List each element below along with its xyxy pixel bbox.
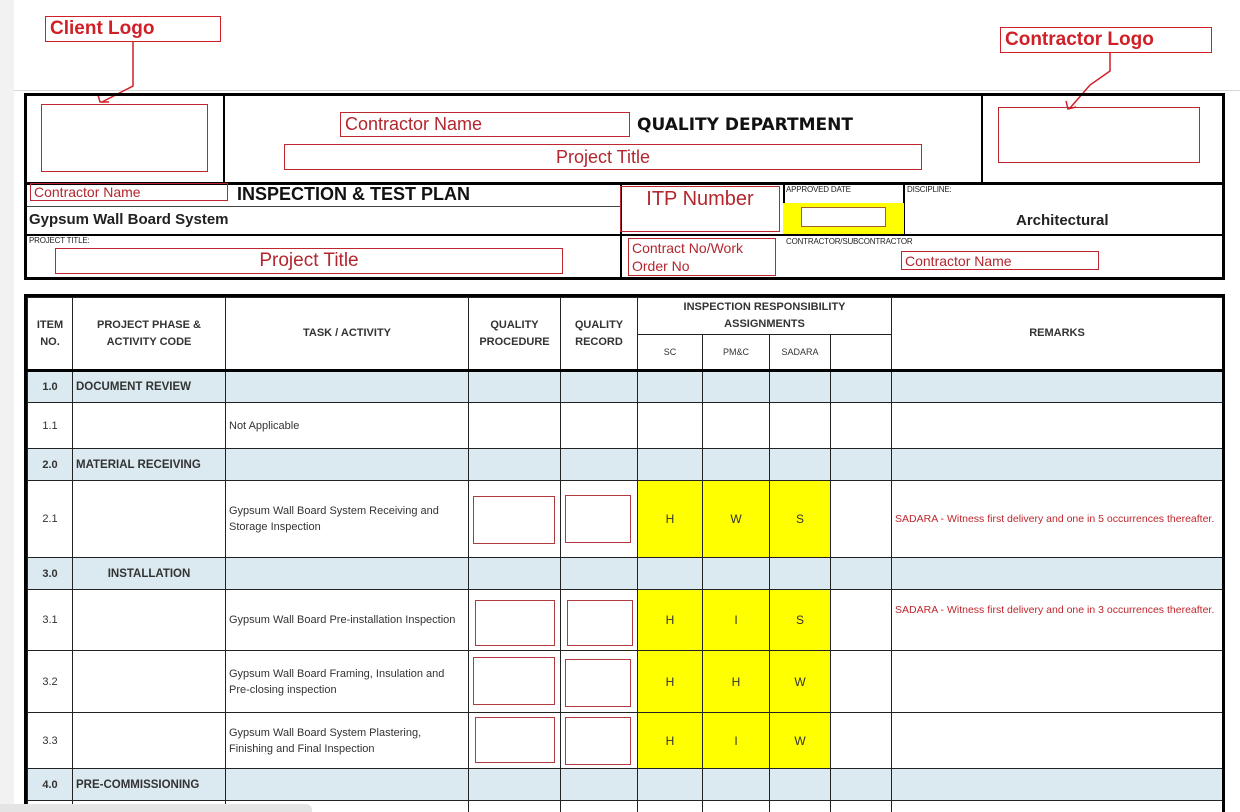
pmc-assignment: W xyxy=(703,481,770,558)
contract-no-line-1: Contract No/Work xyxy=(632,240,743,256)
task-activity: Gypsum Wall Board System Receiving and Storage Inspection xyxy=(226,481,469,558)
item-no: 3.0 xyxy=(28,558,73,590)
col-project-phase: PROJECT PHASE & ACTIVITY CODE xyxy=(73,298,226,371)
table-row xyxy=(28,481,1223,558)
quality-record-cell[interactable] xyxy=(561,481,638,558)
sadara-assignment: S xyxy=(770,481,831,558)
col-sadara: SADARA xyxy=(770,335,831,371)
project-title-field[interactable]: Project Title xyxy=(55,248,563,274)
item-no: 2.1 xyxy=(28,481,73,558)
system-name: Gypsum Wall Board System xyxy=(29,211,229,228)
col-remarks: REMARKS xyxy=(892,298,1223,371)
col-item-no: ITEM NO. xyxy=(28,298,73,371)
quality-record-cell[interactable] xyxy=(561,713,638,769)
item-no: 3.3 xyxy=(28,713,73,769)
quality-procedure-cell[interactable] xyxy=(469,713,561,769)
client-logo-callout: Client Logo xyxy=(45,16,221,42)
quality-procedure-cell[interactable] xyxy=(469,590,561,651)
phase-name: PRE-COMMISSIONING xyxy=(73,769,226,801)
item-no: 4.0 xyxy=(28,769,73,801)
table-row-phase xyxy=(28,769,1223,801)
pmc-assignment: I xyxy=(703,713,770,769)
approved-date-label: APPROVED DATE xyxy=(786,185,851,194)
itp-table xyxy=(24,294,1225,812)
task-activity: Gypsum Wall Board Framing, Insulation and Pre-closing inspection xyxy=(226,651,469,713)
quality-procedure-cell[interactable] xyxy=(469,651,561,713)
col-quality-procedure: QUALITY PROCEDURE xyxy=(469,298,561,371)
contractor-logo-placeholder[interactable] xyxy=(998,107,1200,163)
approved-date-field[interactable] xyxy=(801,207,886,227)
page-rule xyxy=(14,90,1240,91)
task-activity: Gypsum Wall Board System Plastering, Finishing and Final Inspection xyxy=(226,713,469,769)
remarks: SADARA - Witness first delivery and one in 5 occurrences thereafter. xyxy=(892,481,1223,558)
sc-assignment: H xyxy=(638,590,703,651)
project-title-label: PROJECT TITLE: xyxy=(29,236,90,245)
project-title-top[interactable]: Project Title xyxy=(284,144,922,170)
contractor-subcontractor-label: CONTRACTOR/SUBCONTRACTOR xyxy=(786,237,913,246)
sadara-assignment: W xyxy=(770,651,831,713)
phase-name: INSTALLATION xyxy=(73,558,226,590)
sc-assignment: H xyxy=(638,481,703,558)
pmc-assignment: H xyxy=(703,651,770,713)
quality-record-cell[interactable] xyxy=(561,590,638,651)
discipline-value: Architectural xyxy=(1016,212,1109,229)
col-quality-record: QUALITY RECORD xyxy=(561,298,638,371)
itp-number-field[interactable]: ITP Number xyxy=(620,186,780,232)
table-row xyxy=(28,651,1223,713)
document-title: INSPECTION & TEST PLAN xyxy=(237,184,471,204)
remarks xyxy=(892,713,1223,769)
col-pmc: PM&C xyxy=(703,335,770,371)
table-header-row-1 xyxy=(28,298,1223,335)
sc-assignment: H xyxy=(638,651,703,713)
contractor-logo-callout: Contractor Logo xyxy=(1000,27,1212,53)
item-no: 3.1 xyxy=(28,590,73,651)
item-no: 1.0 xyxy=(28,371,73,403)
contractor-subcontractor-field[interactable]: Contractor Name xyxy=(901,251,1099,270)
department-title: QUALITY DEPARTMENT xyxy=(637,115,853,135)
item-no: 3.2 xyxy=(28,651,73,713)
remarks xyxy=(892,651,1223,713)
contract-no-field[interactable] xyxy=(628,238,776,276)
client-logo-placeholder[interactable] xyxy=(41,104,208,172)
pmc-assignment: I xyxy=(703,590,770,651)
background-strip xyxy=(0,0,14,812)
contractor-name-top[interactable]: Contractor Name xyxy=(340,112,630,137)
col-inspection-responsibility: INSPECTION RESPONSIBILITY ASSIGNMENTS xyxy=(638,298,892,335)
table-row-phase xyxy=(28,449,1223,481)
col-sc: SC xyxy=(638,335,703,371)
table-row-phase xyxy=(28,558,1223,590)
contract-no-line-2: Order No xyxy=(632,258,690,274)
table-row xyxy=(28,590,1223,651)
phase-name: DOCUMENT REVIEW xyxy=(73,371,226,403)
item-no: 1.1 xyxy=(28,403,73,449)
table-row-phase xyxy=(28,371,1223,403)
col-extra xyxy=(831,335,892,371)
discipline-label: DISCIPLINE: xyxy=(907,185,952,194)
task-activity: Not Applicable xyxy=(226,403,469,449)
quality-record-cell[interactable] xyxy=(561,651,638,713)
quality-procedure-cell[interactable] xyxy=(469,481,561,558)
phase-name: MATERIAL RECEIVING xyxy=(73,449,226,481)
contractor-name-left[interactable]: Contractor Name xyxy=(30,183,228,201)
remarks: SADARA - Witness first delivery and one in 3 occurrences thereafter. xyxy=(892,590,1223,651)
col-task-activity: TASK / ACTIVITY xyxy=(226,298,469,371)
sc-assignment: H xyxy=(638,713,703,769)
task-activity: Gypsum Wall Board Pre-installation Inspection xyxy=(226,590,469,651)
table-row xyxy=(28,713,1223,769)
sadara-assignment: S xyxy=(770,590,831,651)
item-no: 2.0 xyxy=(28,449,73,481)
table-row xyxy=(28,403,1223,449)
sadara-assignment: W xyxy=(770,713,831,769)
horizontal-scrollbar[interactable] xyxy=(0,804,312,812)
